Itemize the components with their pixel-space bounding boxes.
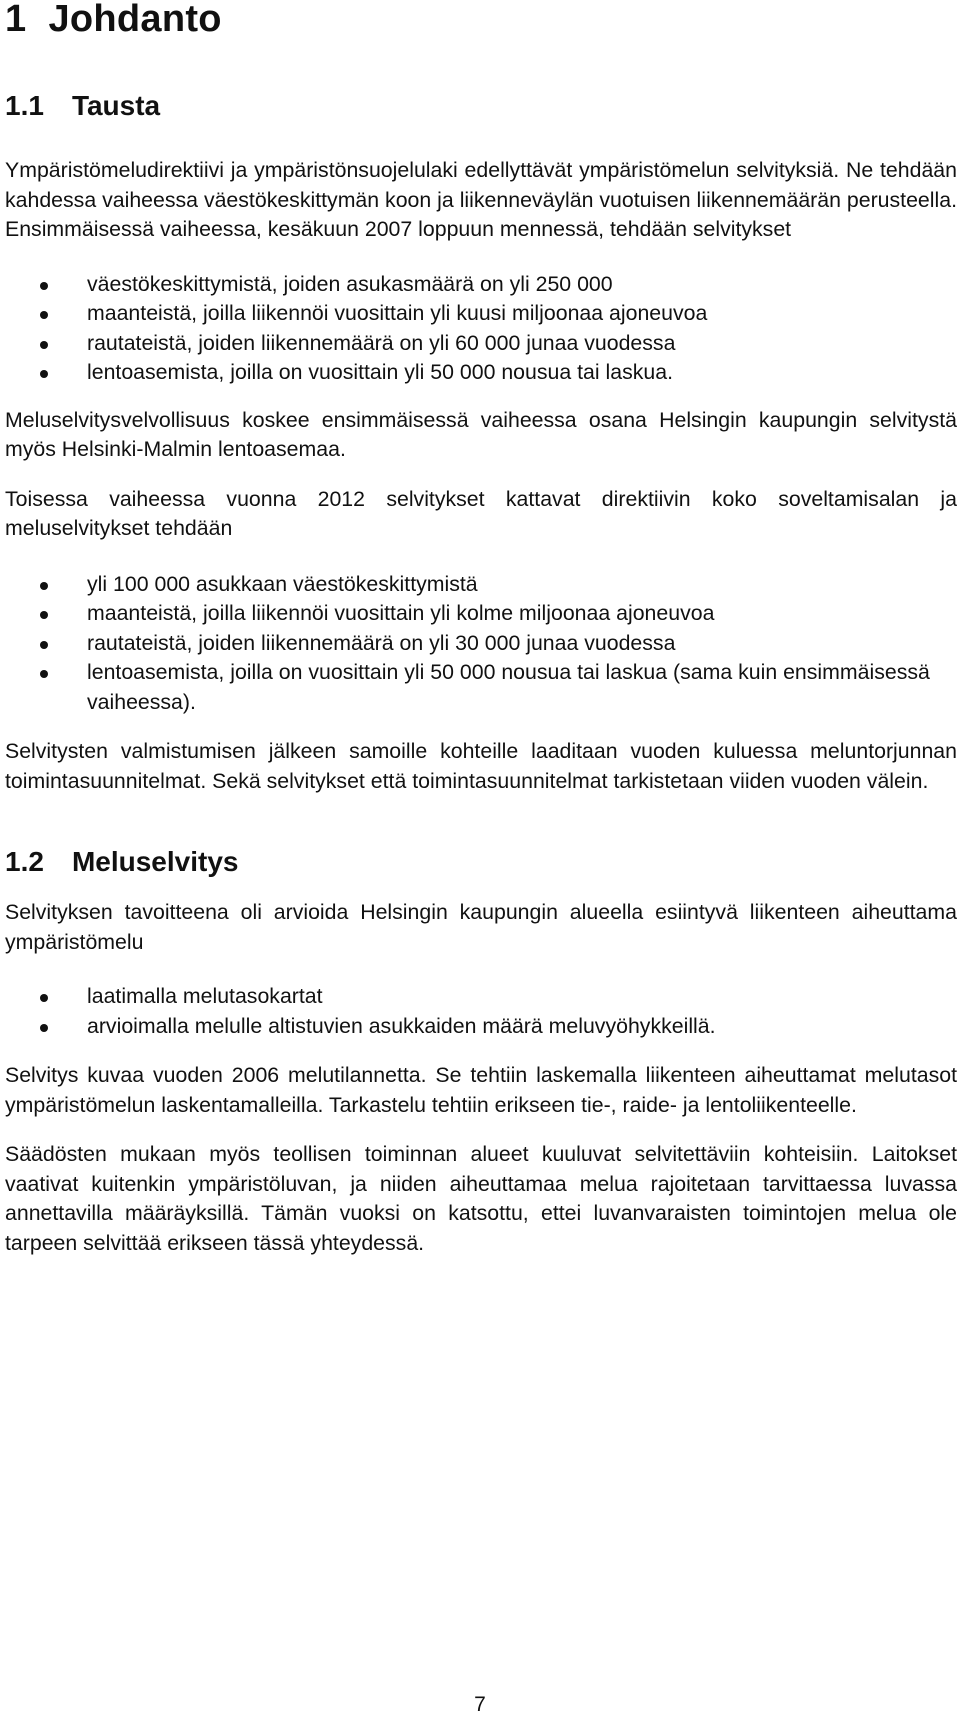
list-item: laatimalla melutasokartat (5, 982, 957, 1012)
chapter-heading (5, 0, 957, 38)
list-item: arvioimalla melulle altistuvien asukkaiden määrä meluvyöhykkeillä. (5, 1012, 957, 1042)
list-item: lentoasemista, joilla on vuosittain yli 50 000 nousua tai laskua. (5, 358, 957, 388)
section-number: 1.1 (5, 90, 44, 121)
page-number: 7 (474, 1693, 486, 1716)
paragraph: Meluselvitysvelvollisuus koskee ensimmäisessä vaiheessa osana Helsingin kaupungin selvitystä myös Helsinki-Malmin lentoasemaa. (5, 407, 957, 461)
paragraph: Selvitys kuvaa vuoden 2006 melutilannetta. Se tehtiin laskemalla liikenteen aiheuttamat melutasot ympäristömelun laskentamalleilla. Tarkastelu tehtiin erikseen tie-, raide- ja lentoliikenteelle. (5, 1063, 957, 1117)
section-title: Tausta (71, 90, 161, 121)
paragraph: Säädösten mukaan myös teollisen toiminnan alueet kuuluvat selvitettäviin kohteisiin. Laitokset vaativat kuitenkin ympäristöluvan, ja niiden aiheuttamaa melua rajoitetaan tarvittaessa luvassa annettavilla määräyksillä. Tämän vuoksi on katsottu, ettei luvanvaraisten toimintojen melua ole tarpeen selvittää erikseen tässä yhteydessä. (5, 1142, 957, 1255)
list-item: yli 100 000 asukkaan väestökeskittymistä (5, 570, 957, 600)
bullet-list (5, 982, 957, 1041)
list-item: rautateistä, joiden liikennemäärä on yli 60 000 junaa vuodessa (5, 329, 957, 359)
section-number: 1.2 (5, 846, 44, 877)
paragraph: Selvitysten valmistumisen jälkeen samoille kohteille laaditaan vuoden kuluessa meluntorjunnan toimintasuunnitelmat. Sekä selvitykset että toimintasuunnitelmat tarkistetaan viiden vuoden välein. (5, 739, 957, 793)
chapter-number: 1 (5, 0, 27, 40)
paragraph: Ympäristömeludirektiivi ja ympäristönsuojelulaki edellyttävät ympäristömelun selvityksiä. Ne tehdään kahdessa vaiheessa väestökeskittymän koon ja liikenneväylän vuotuisen liikennemäärän perusteella. Ensimmäisessä vaiheessa, kesäkuun 2007 loppuun mennessä, tehdään selvitykset (5, 158, 957, 241)
list-item: maanteistä, joilla liikennöi vuosittain yli kuusi miljoonaa ajoneuvoa (5, 299, 957, 329)
paragraph: Toisessa vaiheessa vuonna 2012 selvitykset kattavat direktiivin koko soveltamisalan ja meluselvitykset tehdään (5, 486, 957, 540)
section-heading-1-1 (5, 90, 957, 122)
section-title: Meluselvitys (71, 846, 239, 877)
section-heading-1-2 (5, 846, 957, 878)
list-item: rautateistä, joiden liikennemäärä on yli 30 000 junaa vuodessa (5, 629, 957, 659)
page-content (5, 0, 957, 1258)
paragraph: Selvityksen tavoitteena oli arvioida Helsingin kaupungin alueella esiintyvä liikenteen aiheuttama ympäristömelu (5, 900, 957, 954)
list-item: maanteistä, joilla liikennöi vuosittain yli kolme miljoonaa ajoneuvoa (5, 599, 957, 629)
list-item: väestökeskittymistä, joiden asukasmäärä on yli 250 000 (5, 270, 957, 300)
bullet-list (5, 270, 957, 388)
list-item: lentoasemista, joilla on vuosittain yli 50 000 nousua tai laskua (sama kuin ensimmäisessä vaiheessa). (5, 658, 957, 717)
chapter-title: Johdanto (48, 0, 222, 40)
bullet-list (5, 570, 957, 718)
